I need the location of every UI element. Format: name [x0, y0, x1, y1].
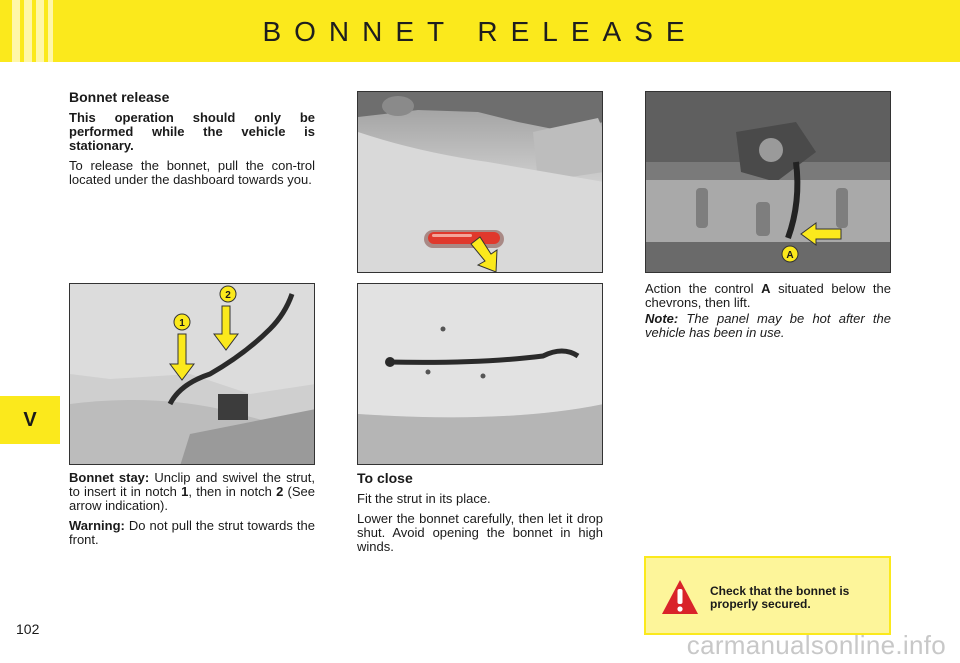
page-title: BONNET RELEASE — [262, 16, 698, 47]
stay-text: (See arrow indication). — [69, 484, 315, 513]
release-instructions: To release the bonnet, pull the con-trol located under the dashboard towards you. — [69, 158, 315, 187]
note-paragraph — [645, 312, 891, 340]
safety-note: This operation should only be performed while the vehicle is stationary. — [69, 110, 315, 153]
bonnet-stay-section — [69, 471, 315, 553]
chapter-tab — [0, 396, 60, 444]
notch-2-label: 2 — [225, 290, 231, 301]
safety-warning-box — [644, 556, 891, 635]
action-text: situated below the chevrons, then lift. — [645, 281, 892, 310]
dashboard-release-photo — [357, 91, 603, 273]
label-a-text: A — [786, 250, 794, 261]
warning-text: Do not pull the strut towards the front. — [69, 518, 315, 547]
header-band — [0, 0, 960, 62]
engine-bay-illustration — [646, 92, 891, 273]
bonnet-stay-photo — [69, 283, 315, 465]
engine-bay-photo — [645, 91, 891, 273]
section-heading: Bonnet release — [69, 89, 170, 105]
strut-stowed-illustration — [358, 284, 603, 465]
note-label: Note: — [645, 311, 679, 326]
notch-2-ref: 2 — [276, 484, 284, 499]
warning-box-text: Check that the bonnet is properly secured. — [710, 584, 850, 611]
section-heading: To close — [357, 470, 413, 486]
warning-label: Warning: — [69, 518, 125, 533]
bonnet-release-section — [69, 90, 315, 193]
stay-text: Unclip and swivel the strut, to insert it in notch — [69, 470, 316, 499]
strut-stowed-photo — [357, 283, 603, 465]
note-text: The panel may be hot after the vehicle has been in use. — [645, 311, 891, 340]
dashboard-illustration — [358, 92, 603, 273]
action-text: Action the control — [645, 281, 762, 296]
notch-1-label: 1 — [179, 318, 185, 329]
to-close-section — [357, 471, 603, 560]
stay-text: , then in notch — [188, 484, 277, 499]
page-number: 102 — [16, 621, 40, 637]
stay-label: Bonnet stay: — [69, 470, 150, 485]
warning-icon — [660, 578, 700, 616]
warning-paragraph — [69, 519, 315, 547]
action-paragraph — [645, 282, 891, 310]
notch-1-ref: 1 — [181, 484, 189, 499]
control-ref: A — [761, 281, 771, 296]
close-step-1: Fit the strut in its place. — [357, 491, 491, 506]
close-step-2: Lower the bonnet carefully, then let it drop shut. Avoid opening the bonnet in high winds. — [357, 511, 603, 554]
chapter-tab-label: V — [23, 408, 37, 431]
bonnet-stay-paragraph — [69, 471, 315, 513]
release-handle — [428, 232, 500, 244]
control-a-section — [645, 282, 891, 346]
bonnet-stay-illustration — [70, 284, 315, 465]
watermark: carmanualsonline.info — [686, 630, 946, 660]
